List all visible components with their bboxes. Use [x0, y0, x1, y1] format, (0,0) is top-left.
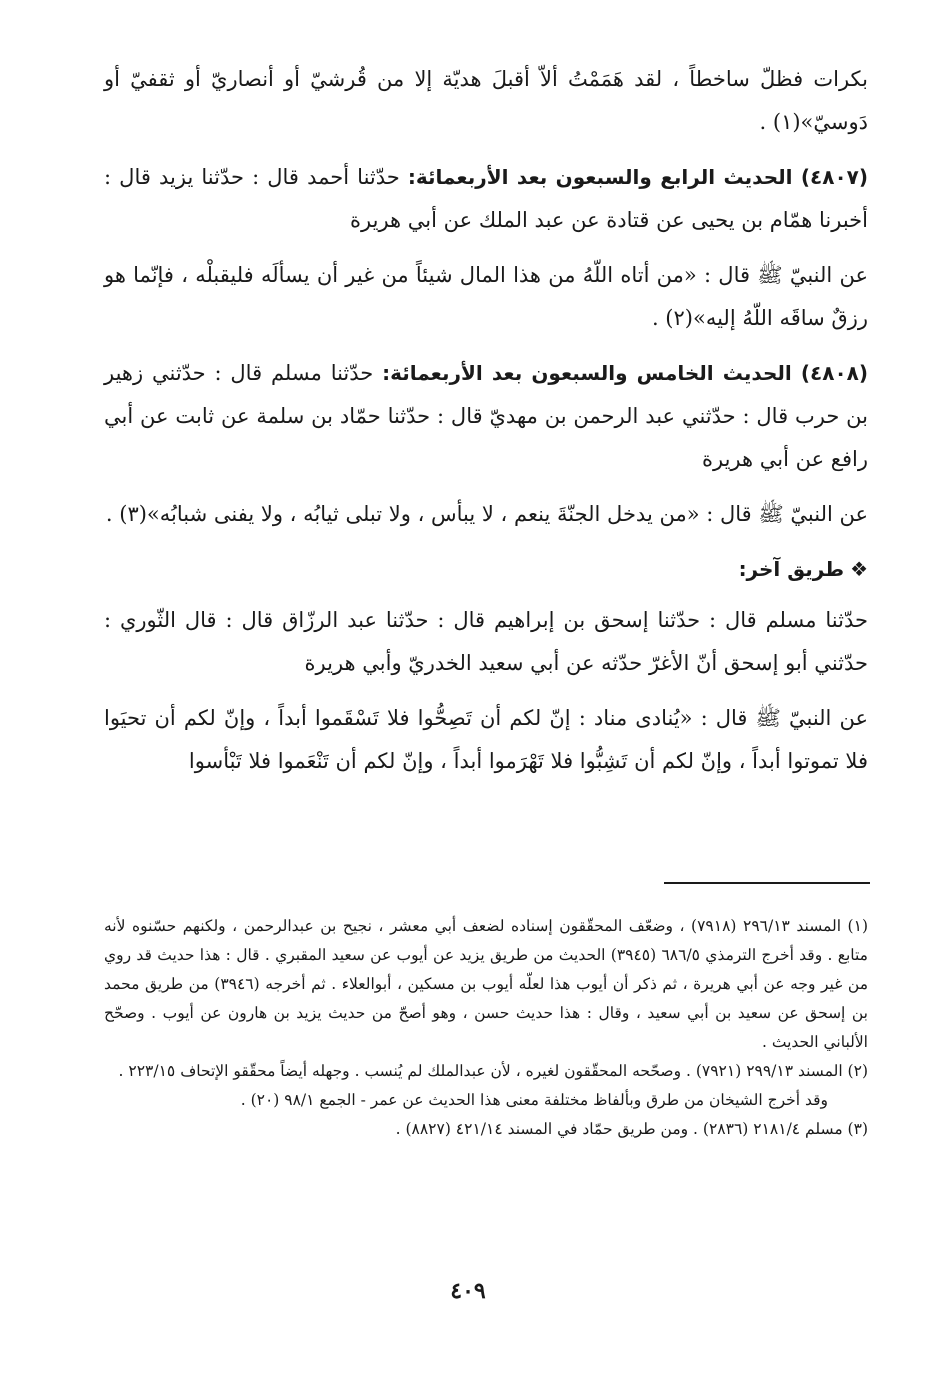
other-route-label: طريق آخر: — [738, 557, 845, 581]
main-text — [104, 58, 868, 795]
other-route-matn: عن النبيّ ﷺ قال : «يُنادى مناد : إنّ لكم أن تَصِحُّوا فلا تَسْقَموا أبداً ، وإنّ لكم أن تحيَوا فلا تموتوا أبداً ، وإنّ لكم أن تَشِبُّوا فلا تَهْرَموا أبداً ، وإنّ لكم أن تَنْعَموا فلا تَبْأسوا — [104, 706, 868, 773]
hadith-4807-isnad: حدّثنا أحمد قال : حدّثنا يزيد قال : أخبرنا همّام بن يحيى عن قتادة عن عبد الملك عن أبي هريرة — [104, 165, 868, 232]
hadith-4807-matn: عن النبيّ ﷺ قال : «من أتاه اللّهُ من هذا المال شيئاً من غير أن يسألَه فليقبلْه ، فإنّما هو رزقٌ ساقَه اللّهُ إليه»(٢) . — [104, 263, 868, 330]
hadith-4808-isnad: حدّثنا مسلم قال : حدّثني زهير بن حرب قال : حدّثني عبد الرحمن بن مهديّ قال : حدّثنا حمّاد بن سلمة عن ثابت عن أبي رافع عن أبي هريرة — [104, 361, 868, 471]
diamond-bullet-icon: ❖ — [850, 557, 868, 581]
hadith-4808-heading: (٤٨٠٨) الحديث الخامس والسبعون بعد الأربعمائة: — [382, 361, 868, 385]
footnote-1: (١) المسند ٢٩٦/١٣ (٧٩١٨) ، وضعّف المحقّقون إسناده لضعف أبي معشر ، نجيح بن عبدالرحمن ، ولكنهم حسّنوه لأنه متابع . وقد أخرج الترمذي ٦٨٦/٥ (٣٩٤٥) الحديث من طريق يزيد عن أيوب عن سعيد المقبري . قال : هذا حديث قد روي من غير وجه عن أبي هريرة ، ثم ذكر أن أيوب هذا لعلّه أيوب بن مسكين ، أبوالعلاء . ثم أخرجه (٣٩٤٦) من طريق محمد بن إسحق عن سعيد بن أبي سعيد ، وقال : هذا حديث حسن ، وهو أصحّ من حديث يزيد بن هارون عن أيوب . وصحّح الألباني الحديث . — [104, 917, 868, 1051]
hadith-4808 — [104, 352, 868, 481]
hadith-4808-matn: عن النبيّ ﷺ قال : «من يدخل الجنّةَ ينعم ، لا يبأس ، ولا تبلى ثيابُه ، ولا يفنى شبابُه»(٣) . — [105, 502, 868, 526]
other-route-heading — [104, 548, 868, 591]
other-route-isnad: حدّثنا مسلم قال : حدّثنا إسحق بن إبراهيم قال : حدّثنا عبد الرزّاق قال : قال الثّوري : حدّثني أبو إسحق أنّ الأغرّ حدّثه عن أبي سعيد الخدريّ وأبي هريرة — [104, 608, 868, 675]
footnote-divider — [664, 882, 870, 884]
paragraph-continuation: بكرات فظلّ ساخطاً ، لقد هَمَمْتُ ألاّ أقبلَ هديّة إلا من قُرشيّ أو أنصاريّ أو ثقفيّ أو دَوسيّ»(١) . — [104, 67, 868, 134]
footnote-2: (٢) المسند ٢٩٩/١٣ (٧٩٢١) . وصحّحه المحقّقون لغيره ، لأن عبدالملك لم يُنسب . وجهله أيضاً محقّقو الإتحاف ٢٢٣/١٥ . — [118, 1062, 868, 1080]
hadith-4807-heading: (٤٨٠٧) الحديث الرابع والسبعون بعد الأربعمائة: — [407, 165, 868, 189]
hadith-4807 — [104, 156, 868, 242]
footnote-3: (٣) مسلم ٢١٨١/٤ (٢٨٣٦) . ومن طريق حمّاد في المسند ٤٢١/١٤ (٨٨٢٧) . — [395, 1120, 868, 1138]
page-number: ٤٠٩ — [450, 1278, 486, 1304]
footnote-2-extra: وقد أخرج الشيخان من طرق وبألفاظ مختلفة معنى هذا الحديث عن عمر - الجمع ٩٨/١ (٢٠) . — [240, 1091, 828, 1109]
footnotes — [104, 912, 868, 1144]
